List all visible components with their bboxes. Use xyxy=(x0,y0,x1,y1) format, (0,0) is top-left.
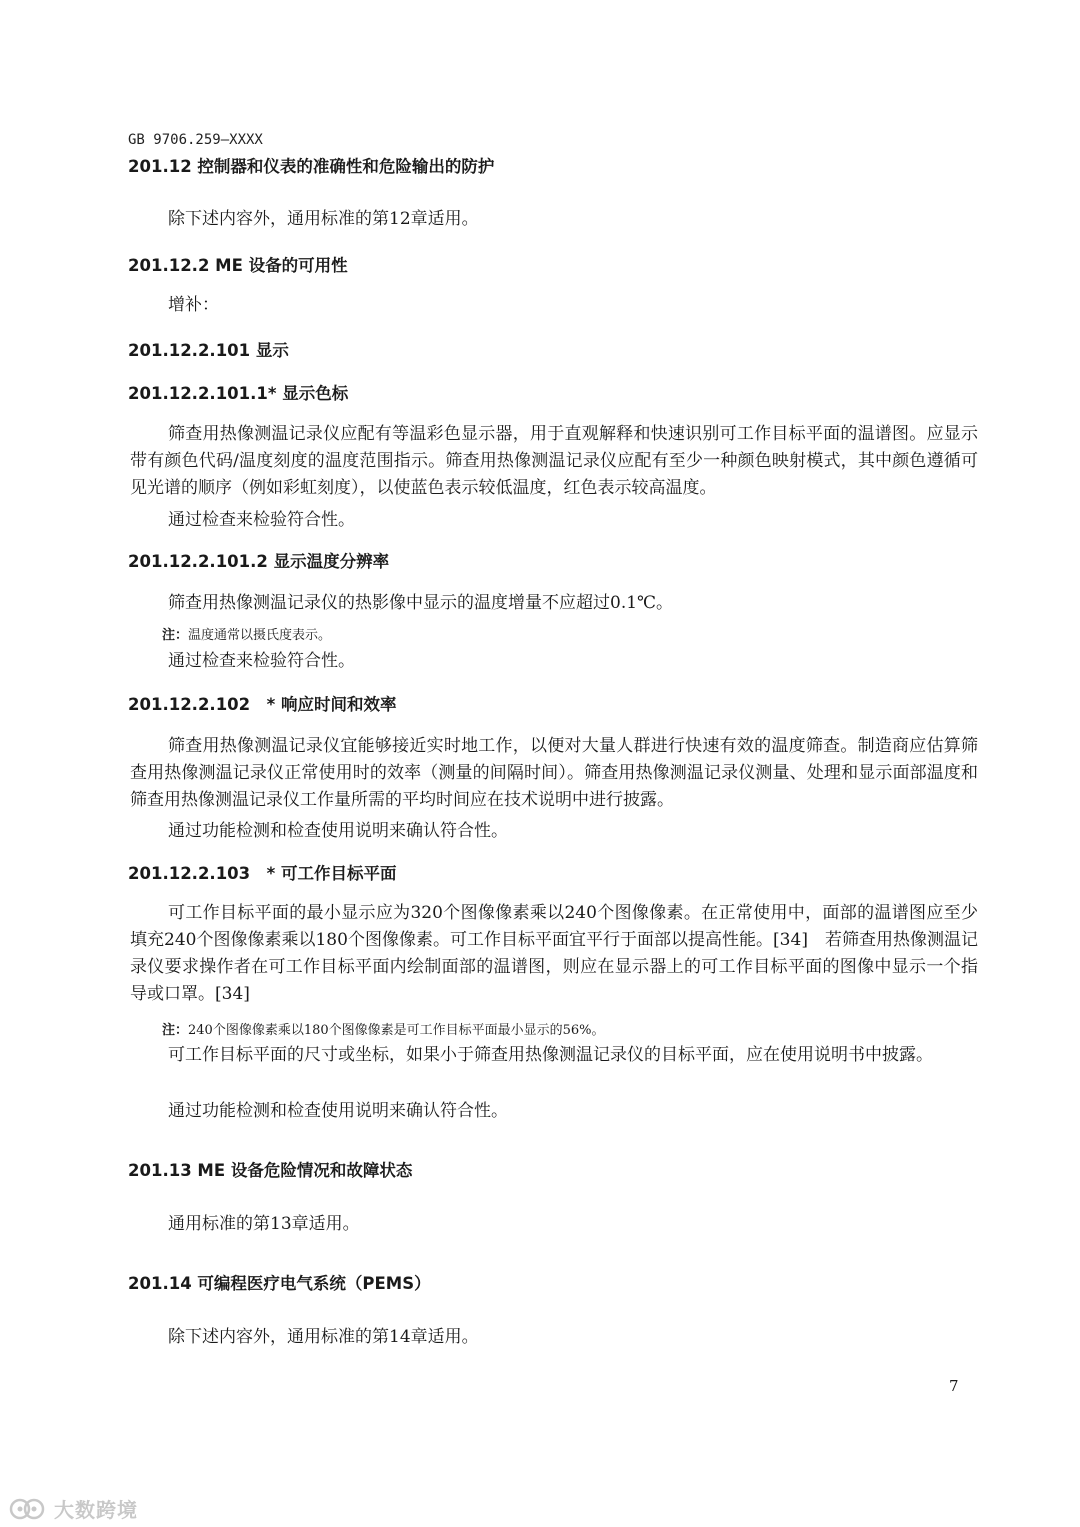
note-label: 注： xyxy=(162,628,189,643)
compliance-statement: 通过检查来检验符合性。 xyxy=(168,651,355,671)
section-paragraph: 通用标准的第13章适用。 xyxy=(168,1214,360,1234)
section-paragraph: 可工作目标平面的最小显示应为320个图像像素乘以240个图像像素。在正常使用中，面部的温谱图应至少填充240个图像像素乘以180个图像像素。可工作目标平面宜平行于面部以提高性能。[34] 若筛查用热像测温记录仪要求操作者在可工作目标平面内绘制面部的温谱图，则应在显示器上的可工作目标平面的图像中显示一个指导或口罩。[34] xyxy=(130,903,978,1004)
section-heading-201-12-2-103: 201.12.2.103 * 可工作目标平面 xyxy=(128,864,397,883)
section-paragraph: 可工作目标平面的尺寸或坐标，如果小于筛查用热像测温记录仪的目标平面，应在使用说明书中披露。 xyxy=(168,1045,933,1065)
section-heading-201-14: 201.14 可编程医疗电气系统（PEMS） xyxy=(128,1274,431,1293)
section-paragraph: 增补： xyxy=(168,295,219,315)
compliance-statement: 通过功能检测和检查使用说明来确认符合性。 xyxy=(168,1101,508,1121)
section-paragraph: 除下述内容外，通用标准的第12章适用。 xyxy=(168,209,479,229)
note-text: 温度通常以摄氏度表示。 xyxy=(188,628,332,643)
section-heading-201-12-2-102: 201.12.2.102 * 响应时间和效率 xyxy=(128,695,397,714)
section-heading-201-12-2-101-1: 201.12.2.101.1* 显示色标 xyxy=(128,384,349,403)
watermark xyxy=(8,1494,138,1523)
section-heading-201-13: 201.13 ME 设备危险情况和故障状态 xyxy=(128,1161,413,1180)
section-heading-201-12-2-101: 201.12.2.101 显示 xyxy=(128,341,289,360)
section-paragraph: 除下述内容外，通用标准的第14章适用。 xyxy=(168,1327,479,1347)
page-number: 7 xyxy=(949,1377,959,1395)
section-heading-201-12-2-101-2: 201.12.2.101.2 显示温度分辨率 xyxy=(128,552,390,571)
note-label: 注： xyxy=(162,1023,189,1038)
watermark-logo-icon xyxy=(8,1496,48,1522)
section-paragraph: 筛查用热像测温记录仪应配有等温彩色显示器，用于直观解释和快速识别可工作目标平面的温谱图。应显示带有颜色代码/温度刻度的温度范围指示。筛查用热像测温记录仪应配有至少一种颜色映射模式，其中颜色遵循可见光谱的顺序（例如彩虹刻度），以使蓝色表示较低温度，红色表示较高温度。 xyxy=(130,424,978,498)
note xyxy=(162,1019,605,1038)
note-text: 240个图像像素乘以180个图像像素是可工作目标平面最小显示的56%。 xyxy=(188,1023,605,1038)
compliance-statement: 通过检查来检验符合性。 xyxy=(168,510,355,530)
document-code: GB 9706.259—XXXX xyxy=(128,132,263,148)
section-heading-201-12: 201.12 控制器和仪表的准确性和危险输出的防护 xyxy=(128,157,495,176)
compliance-statement: 通过功能检测和检查使用说明来确认符合性。 xyxy=(168,821,508,841)
watermark-text: 大数跨境 xyxy=(54,1498,138,1522)
section-paragraph: 筛查用热像测温记录仪宜能够接近实时地工作，以便对大量人群进行快速有效的温度筛查。制造商应估算筛查用热像测温记录仪正常使用时的效率（测量的间隔时间）。筛查用热像测温记录仪测量、处理和显示面部温度和筛查用热像测温记录仪工作量所需的平均时间应在技术说明中进行披露。 xyxy=(130,736,978,810)
section-heading-201-12-2: 201.12.2 ME 设备的可用性 xyxy=(128,256,348,275)
section-paragraph: 筛查用热像测温记录仪的热影像中显示的温度增量不应超过0.1℃。 xyxy=(168,593,674,613)
note xyxy=(162,624,331,643)
